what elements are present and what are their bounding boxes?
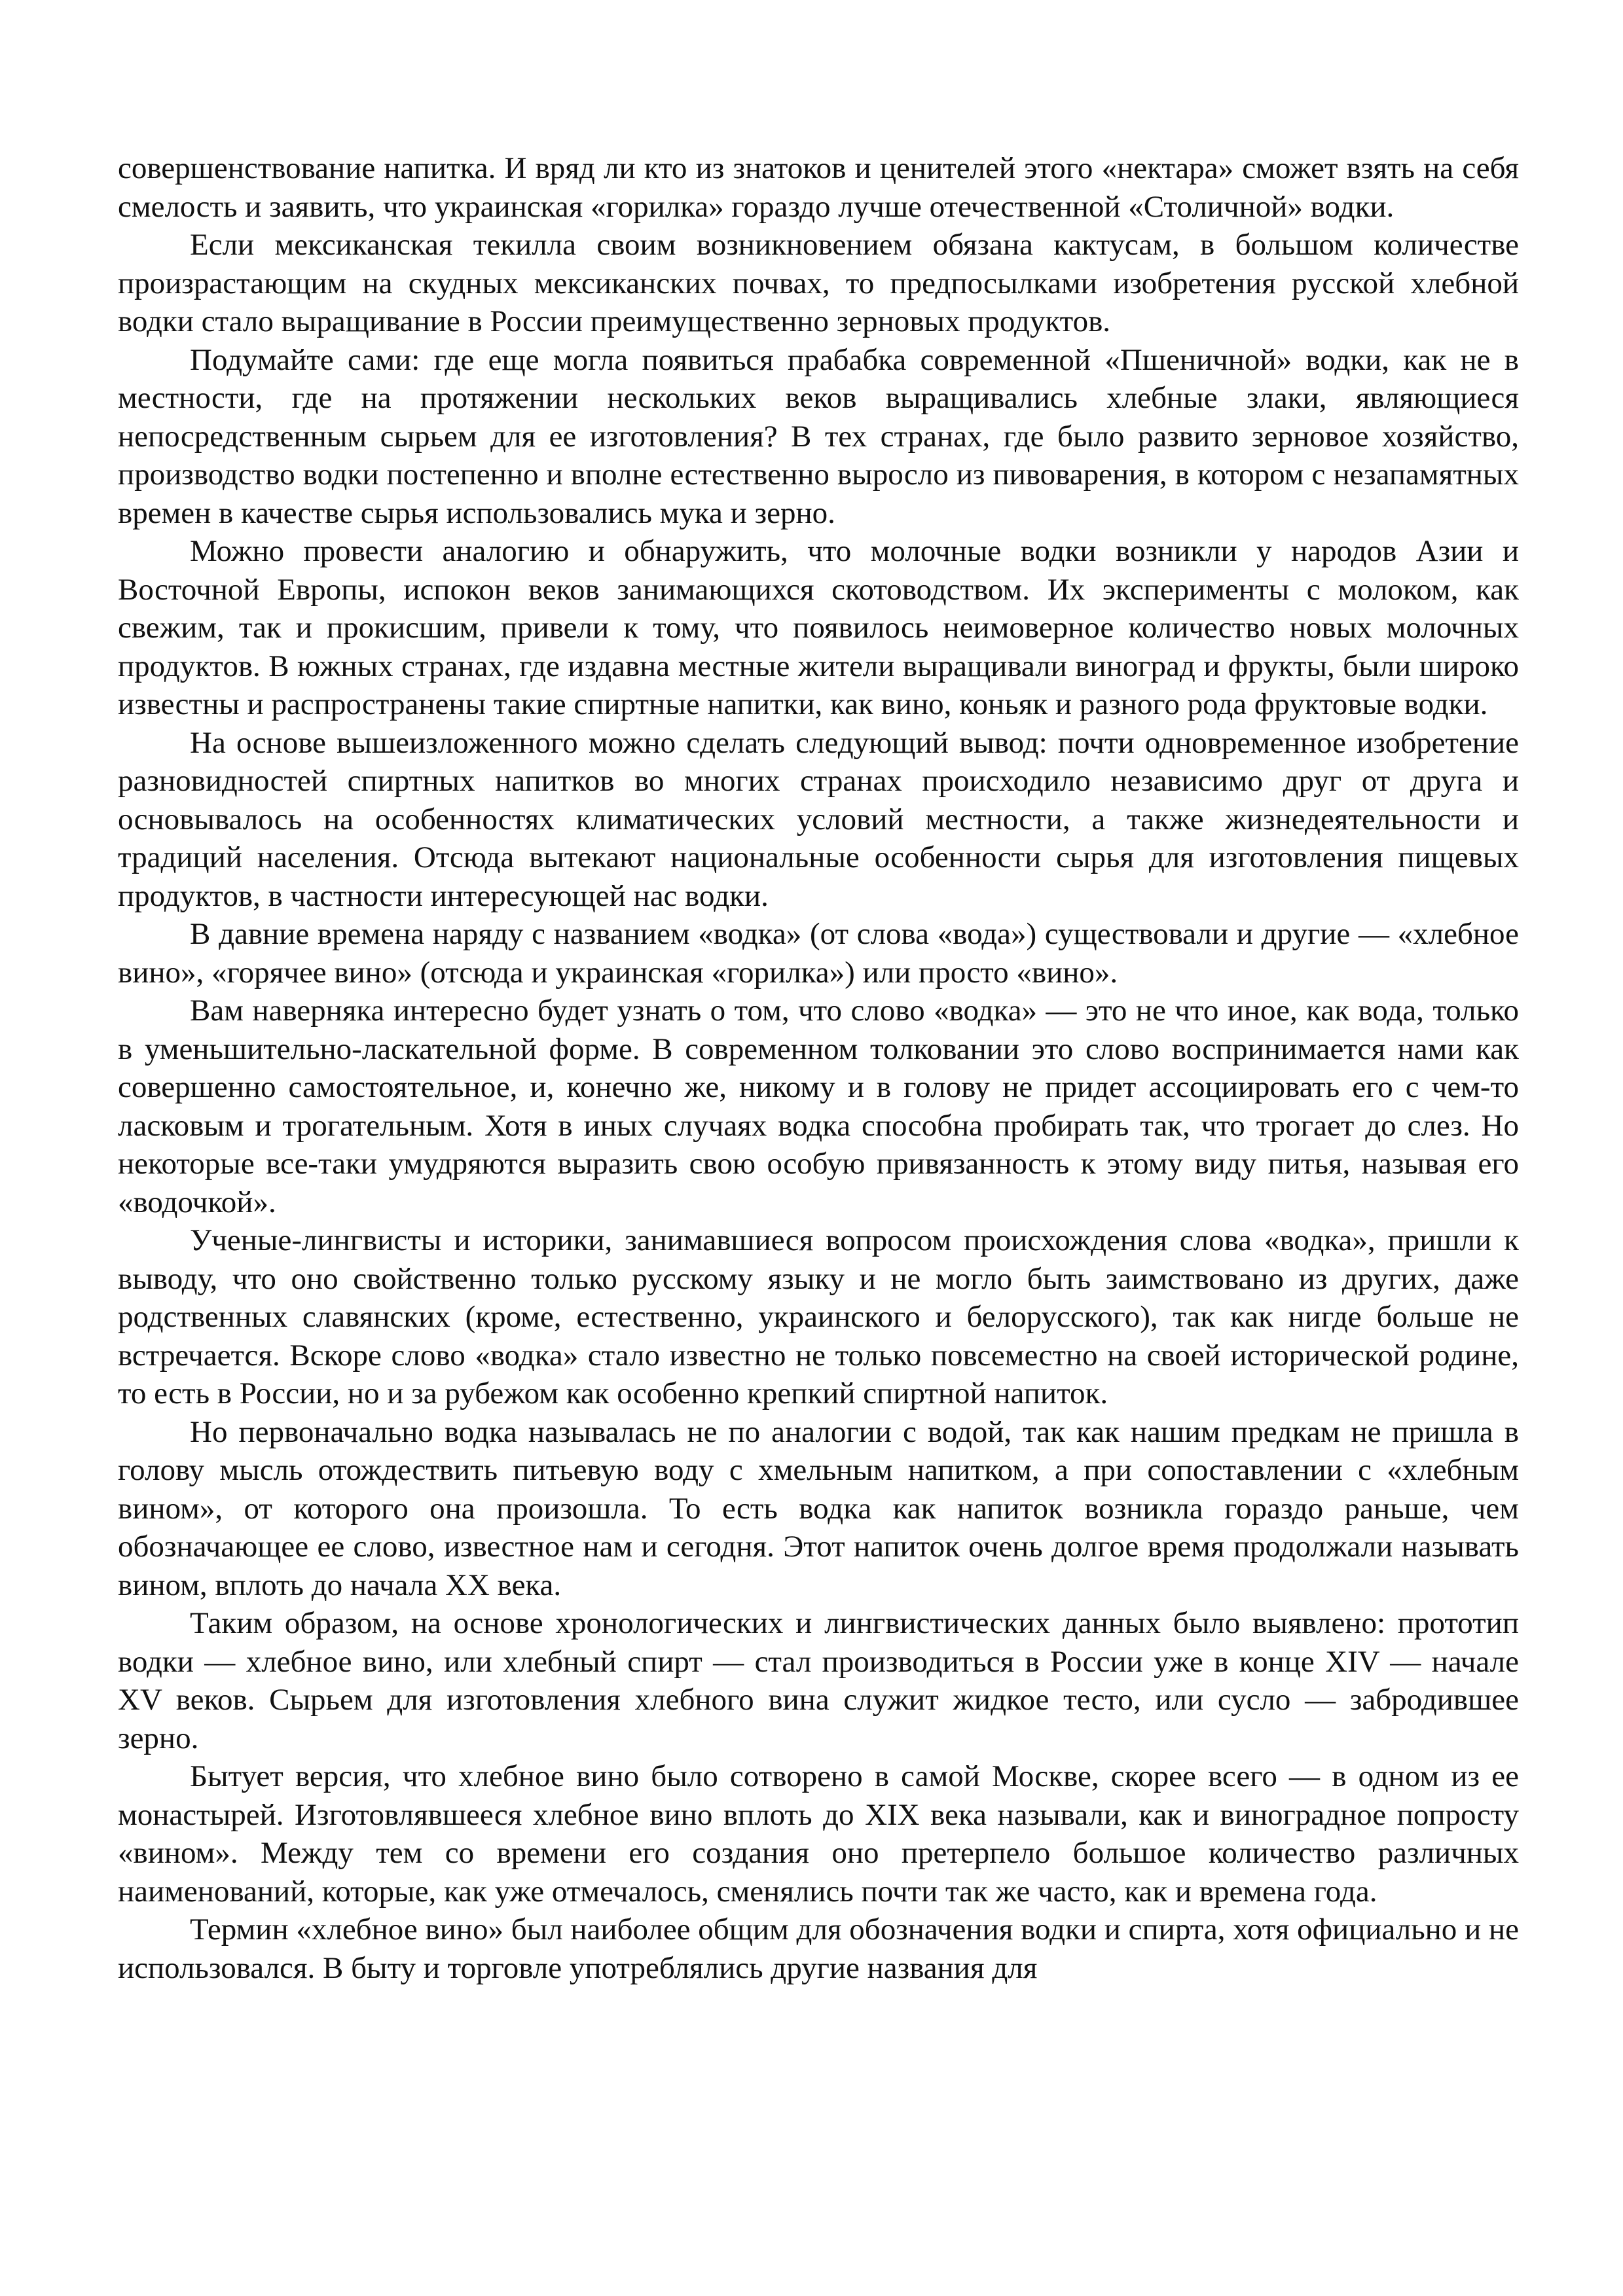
document-page — [118, 149, 1519, 1987]
paragraph-continuation: совершенствование напитка. И вряд ли кто из знатоков и ценителей этого «нектара» сможет взять на себя смелость и заявить, что украинская «горилка» гораздо лучше отечественной «Столичной» водки. — [118, 151, 1519, 224]
paragraph-wheat-vodka: Подумайте сами: где еще могла появиться прабабка современной «Пшеничной» водки, как не в местности, где на протяжении нескольких веков выращивались хлебные злаки, являющиеся непосредственным сырьем для ее изготовления? В тех странах, где было развито зерновое хозяйство, производство водки постепенно и вполне естественно выросло из пивоварения, в котором с незапамятных времен в качестве сырья использовались мука и зерно. — [118, 342, 1519, 530]
paragraph-conclusion: На основе вышеизложенного можно сделать следующий вывод: почти одновременное изобретение разновидностей спиртных напитков во многих странах происходило независимо друг от друга и основывалось на особенностях климатических условий местности, а также жизнедеятельности и традиций населения. Отсюда вытекают национальные особенности сырья для изготовления пищевых продуктов, в частности интересующей нас водки. — [118, 725, 1519, 913]
paragraph-milk-vodka: Можно провести аналогию и обнаружить, что молочные водки возникли у народов Азии и Восточной Европы, испокон веков занимающихся скотоводством. Их эксперименты с молоком, как свежим, так и прокисшим, привели к тому, что появилось неимоверное количество новых молочных продуктов. В южных странах, где издавна местные жители выращивали виноград и фрукты, были широко известны и распространены такие спиртные напитки, как вино, коньяк и разного рода фруктовые водки. — [118, 534, 1519, 721]
paragraph-tequila: Если мексиканская текилла своим возникновением обязана кактусам, в большом количестве произрастающим на скудных мексиканских почвах, то предпосылками изобретения русской хлебной водки стало выращивание в России преимущественно зерновых продуктов. — [118, 228, 1519, 338]
paragraph-linguists: Ученые-лингвисты и историки, занимавшиеся вопросом происхождения слова «водка», пришли к выводу, что оно свойственно только русскому языку и не могло быть заимствовано из других, даже родственных славянских (кроме, естественно, украинского и белорусского), так как нигде больше не встречается. Вскоре слово «водка» стало известно не только повсеместно на своей исторической родине, то есть в России, но и за рубежом как особенно крепкий спиртной напиток. — [118, 1223, 1519, 1410]
paragraph-term: Термин «хлебное вино» был наиболее общим для обозначения водки и спирта, хотя официально и не использовался. В быту и торговле употреблялись другие названия для — [118, 1912, 1519, 1985]
paragraph-bread-wine: Но первоначально водка называлась не по аналогии с водой, так как нашим предкам не пришла в голову мысль отождествить питьевую воду с хмельным напитком, а при сопоставлении с «хлебным вином», от которого она произошла. То есть водка как напиток возникла гораздо раньше, чем обозначающее ее слово, известное нам и сегодня. Этот напиток очень долгое время продолжали называть вином, вплоть до начала XX века. — [118, 1414, 1519, 1602]
paragraph-moscow-version: Бытует версия, что хлебное вино было сотворено в самой Москве, скорее всего — в одном из ее монастырей. Изготовлявшееся хлебное вино вплоть до XIX века называли, как и виноградное попросту «вином». Между тем со времени его создания оно претерпело большое количество различных наименований, которые, как уже отмечалось, сменялись почти так же часто, как и времена года. — [118, 1759, 1519, 1909]
paragraph-ancient-names: В давние времена наряду с названием «водка» (от слова «вода») существовали и другие — «хлебное вино», «горячее вино» (отсюда и украинская «горилка») или просто «вино». — [118, 917, 1519, 990]
paragraph-diminutive: Вам наверняка интересно будет узнать о том, что слово «водка» — это не что иное, как вода, только в уменьшительно-ласкательной форме. В современном толковании это слово воспринимается нами как совершенно самостоятельное, и, конечно же, никому и в голову не придет ассоциировать его с чем-то ласковым и трогательным. Хотя в иных случаях водка способна пробирать так, что трогает до слез. Но некоторые все-таки умудряются выразить свою особую привязанность к этому виду питья, называя его «водочкой». — [118, 994, 1519, 1219]
paragraph-prototype: Таким образом, на основе хронологических и лингвистических данных было выявлено: прототип водки — хлебное вино, или хлебный спирт — стал производиться в России уже в конце XIV — начале XV веков. Сырьем для изготовления хлебного вина служит жидкое тесто, или сусло — забродившее зерно. — [118, 1606, 1519, 1755]
